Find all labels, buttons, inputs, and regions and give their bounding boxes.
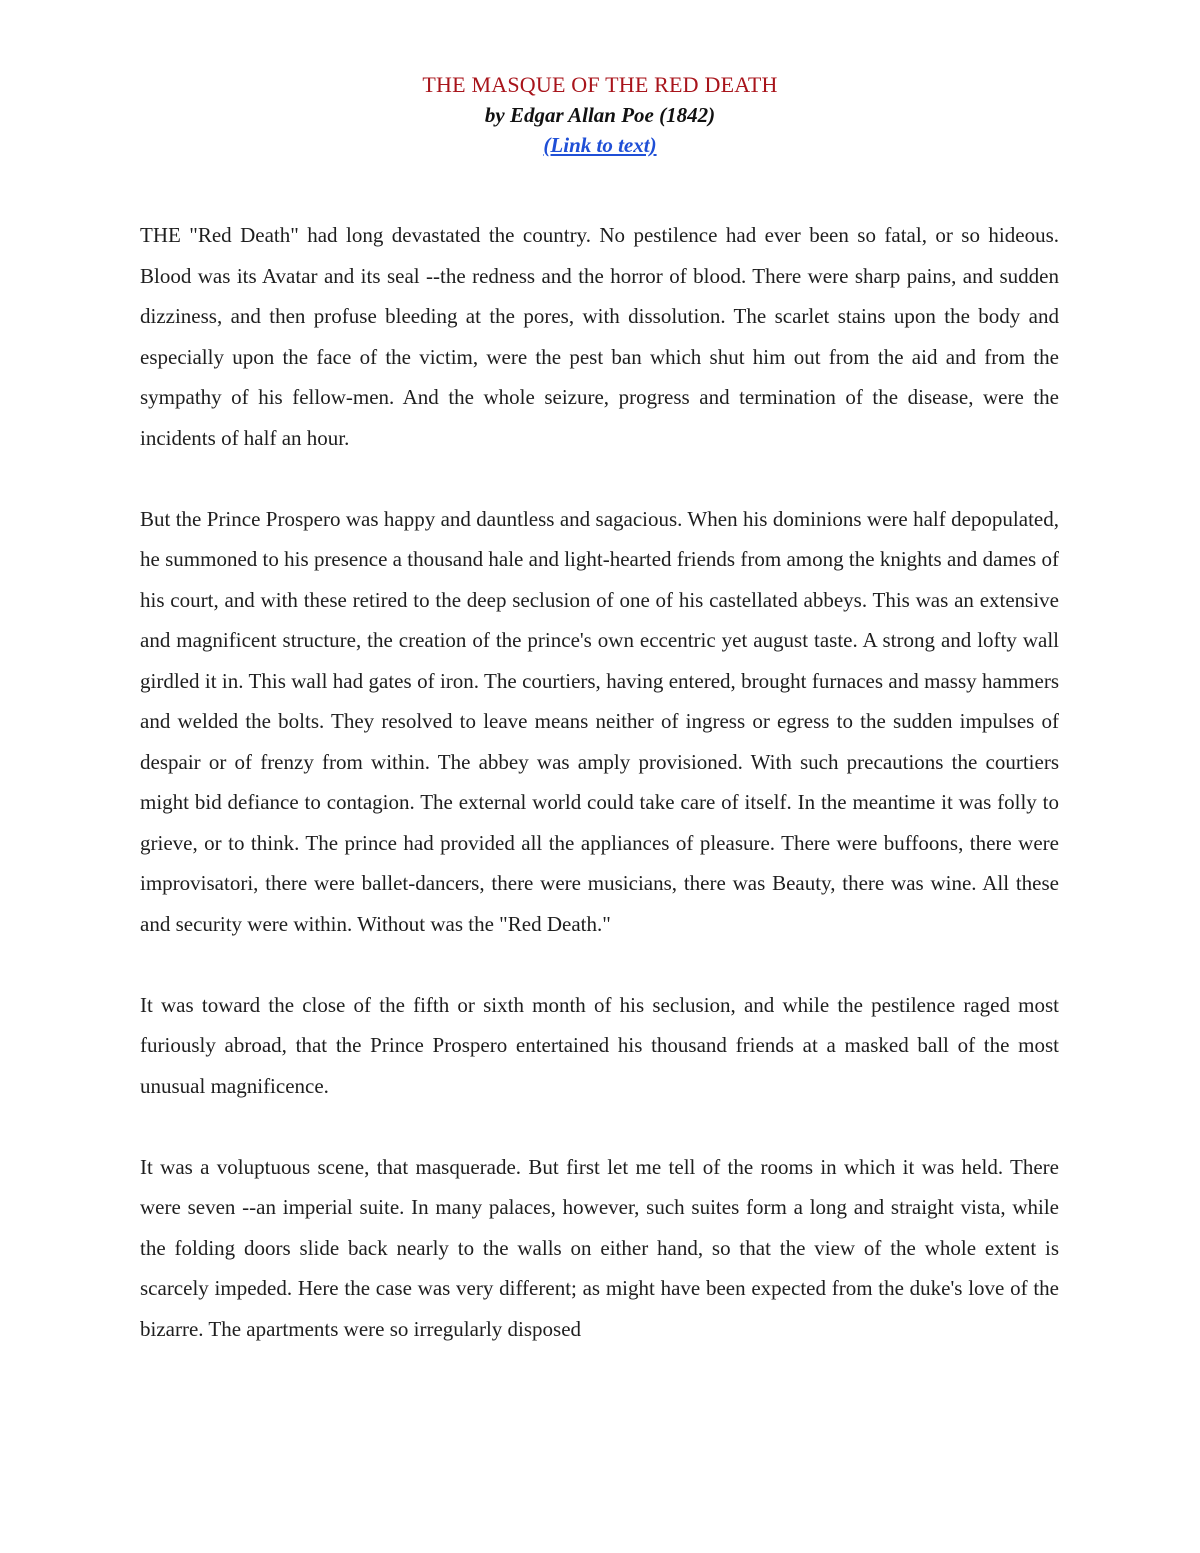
link-to-text[interactable]: (Link to text) bbox=[543, 133, 657, 157]
paragraph: But the Prince Prospero was happy and dauntless and sagacious. When his dominions were half depopulated, he summoned to his presence a thousand hale and light-hearted friends from among the knights and dames of his court, and with these retired to the deep seclusion of one of his castellated abbeys. This was an extensive and magnificent structure, the creation of the prince's own eccentric yet august taste. A strong and lofty wall girdled it in. This wall had gates of iron. The courtiers, having entered, brought furnaces and massy hammers and welded the bolts. They resolved to leave means neither of ingress or egress to the sudden impulses of despair or of frenzy from within. The abbey was amply provisioned. With such precautions the courtiers might bid defiance to contagion. The external world could take care of itself. In the meantime it was folly to grieve, or to think. The prince had provided all the appliances of pleasure. There were buffoons, there were improvisatori, there were ballet-dancers, there were musicians, there was Beauty, there was wine. All these and security were within. Without was the "Red Death." bbox=[140, 506, 1059, 936]
paragraph: THE "Red Death" had long devastated the country. No pestilence had ever been so fatal, or so hideous. Blood was its Avatar and its seal --the redness and the horror of blood. There were sharp pains, and sudden dizziness, and then profuse bleeding at the pores, with dissolution. The scarlet stains upon the body and especially upon the face of the victim, were the pest ban which shut him out from the aid and from the sympathy of his fellow-men. And the whole seizure, progress and termination of the disease, were the incidents of half an hour. bbox=[140, 223, 1059, 450]
document-title: THE MASQUE OF THE RED DEATH bbox=[422, 72, 778, 97]
author-byline: by Edgar Allan Poe (1842) bbox=[484, 103, 716, 127]
document-header bbox=[0, 70, 1200, 160]
paragraph: It was a voluptuous scene, that masquerade. But first let me tell of the rooms in which it was held. There were seven --an imperial suite. In many palaces, however, such suites form a long and straight vista, while the folding doors slide back nearly to the walls on either hand, so that the view of the whole extent is scarcely impeded. Here the case was very different; as might have been expected from the duke's love of the bizarre. The apartments were so irregularly disposed bbox=[140, 1154, 1059, 1341]
paragraph: It was toward the close of the fifth or sixth month of his seclusion, and while the pestilence raged most furiously abroad, that the Prince Prospero entertained his thousand friends at a masked ball of the most unusual magnificence. bbox=[140, 992, 1059, 1098]
story-body bbox=[140, 215, 1059, 1390]
